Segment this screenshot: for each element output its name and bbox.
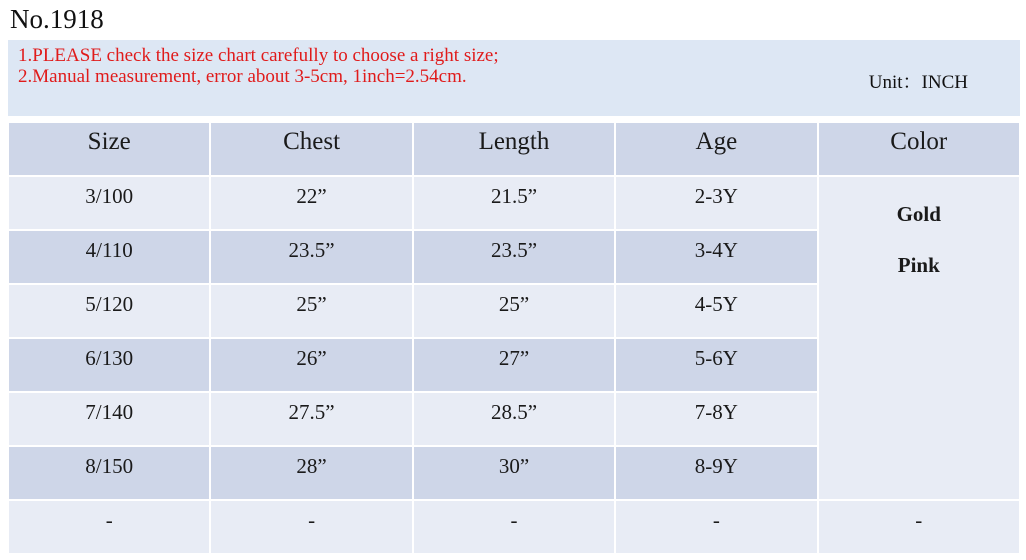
cell-placeholder: -	[413, 500, 615, 554]
notice-box	[8, 40, 1020, 116]
notice-line-1: 1.PLEASE check the size chart carefully to choose a right size;	[18, 45, 499, 66]
header-chest: Chest	[210, 122, 412, 176]
cell-chest: 22”	[210, 176, 412, 230]
notice-line-2: 2.Manual measurement, error about 3-5cm, 1inch=2.54cm.	[18, 66, 467, 87]
cell-length: 30”	[413, 446, 615, 500]
cell-length: 23.5”	[413, 230, 615, 284]
unit-label: Unit：INCH	[868, 72, 968, 93]
cell-size: 6/130	[8, 338, 210, 392]
cell-age: 7-8Y	[615, 392, 817, 446]
table-row	[8, 176, 1020, 230]
cell-size: 4/110	[8, 230, 210, 284]
header-age: Age	[615, 122, 817, 176]
cell-size: 8/150	[8, 446, 210, 500]
size-chart-table	[7, 121, 1021, 555]
cell-color	[818, 176, 1020, 500]
cell-age: 8-9Y	[615, 446, 817, 500]
header-length: Length	[413, 122, 615, 176]
cell-size: 3/100	[8, 176, 210, 230]
header-size: Size	[8, 122, 210, 176]
cell-chest: 28”	[210, 446, 412, 500]
table-header-row	[8, 122, 1020, 176]
cell-chest: 23.5”	[210, 230, 412, 284]
cell-length: 21.5”	[413, 176, 615, 230]
header-color: Color	[818, 122, 1020, 176]
color-item: Pink	[897, 253, 940, 277]
cell-length: 28.5”	[413, 392, 615, 446]
cell-age: 3-4Y	[615, 230, 817, 284]
cell-size: 7/140	[8, 392, 210, 446]
cell-age: 2-3Y	[615, 176, 817, 230]
cell-length: 25”	[413, 284, 615, 338]
cell-age: 4-5Y	[615, 284, 817, 338]
cell-placeholder: -	[210, 500, 412, 554]
page-title: No.1918	[10, 4, 104, 34]
cell-length: 27”	[413, 338, 615, 392]
color-item: Gold	[896, 202, 941, 226]
cell-age: 5-6Y	[615, 338, 817, 392]
cell-placeholder: -	[818, 500, 1020, 554]
cell-chest: 25”	[210, 284, 412, 338]
cell-chest: 27.5”	[210, 392, 412, 446]
cell-placeholder: -	[8, 500, 210, 554]
cell-chest: 26”	[210, 338, 412, 392]
cell-placeholder: -	[615, 500, 817, 554]
cell-size: 5/120	[8, 284, 210, 338]
color-list	[819, 177, 1019, 303]
table-row	[8, 500, 1020, 554]
